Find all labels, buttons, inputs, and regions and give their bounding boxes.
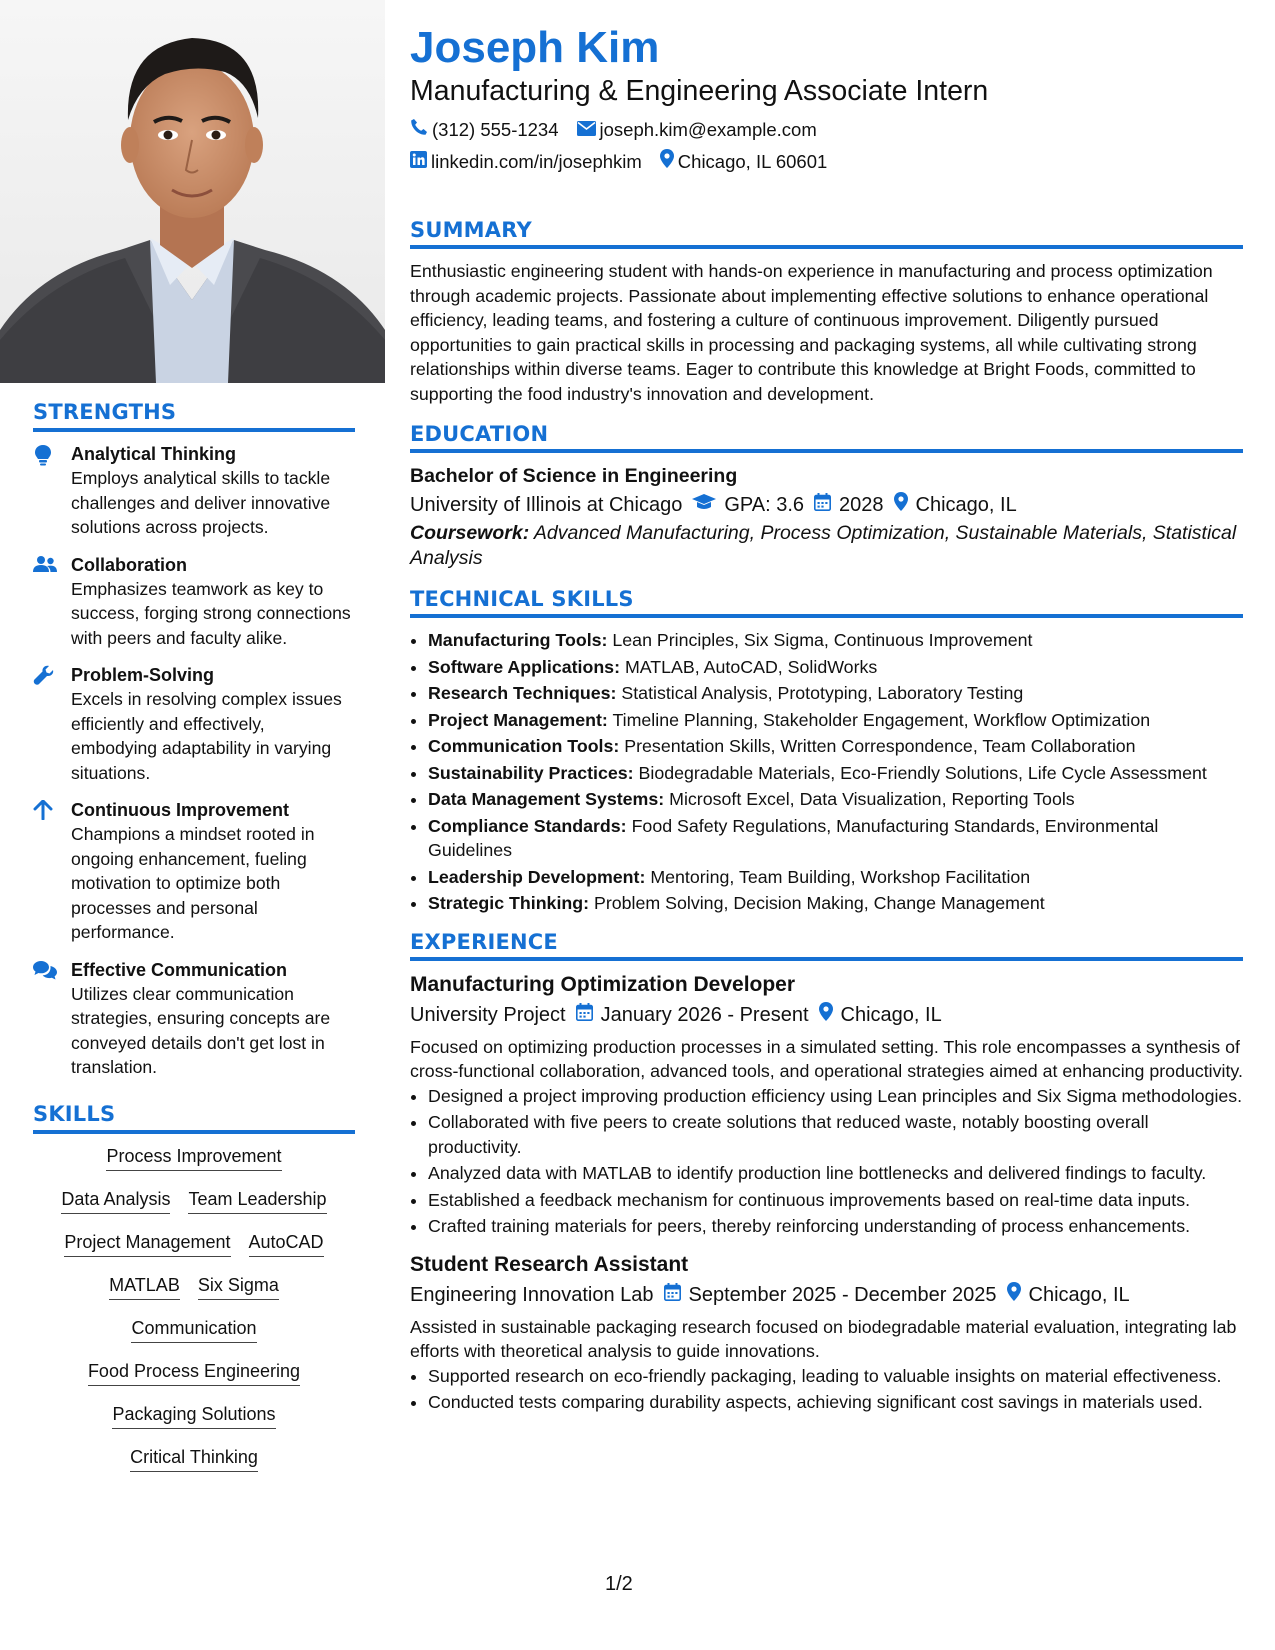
skill-tag: Packaging Solutions [112,1402,275,1429]
skill-values: Problem Solving, Decision Making, Change Management [593,893,1045,913]
education-location: Chicago, IL [915,494,1017,516]
strength-description: Emphasizes teamwork as key to success, forging strong connections with peers and faculty alike. [71,578,351,648]
coursework-text: Advanced Manufacturing, Process Optimization, Sustainable Materials, Statistical Analysis [410,522,1237,569]
map-pin-icon [894,489,908,521]
calendar-icon [814,489,831,521]
job-summary: Assisted in sustainable packaging research focused on biodegradable material evaluation, integrating lab efforts with theoretical analysis to guide innovations. [410,1316,1237,1361]
comments-icon [33,960,57,982]
skill-category: Strategic Thinking: [428,893,590,913]
list-item [428,708,1243,733]
skill-category: Compliance Standards: [428,815,627,836]
school-name: University of Illinois at Chicago [410,494,683,516]
strength-title: Effective Communication [71,959,288,980]
skill-tag: Data Analysis [61,1187,170,1214]
job-location: Chicago, IL [840,1003,942,1026]
summary-text: Enthusiastic engineering student with hands-on experience in manufacturing and process optimization through academic projects. Passionate about implementing effective solutions to enhance operational efficiency, leading teams, and fostering a culture of continuous improvement. Diligently pursued opportunities to gain practical skills in processing and packaging systems, all while cultivating strong relationships within diverse teams. Eager to contribute this knowledge at Bright Foods, committed to supporting the food industry's innovation and development. [410,261,1213,404]
calendar-icon [576,999,593,1031]
skill-tag: Six Sigma [198,1273,279,1300]
candidate-name: Joseph Kim [410,23,660,72]
job-meta [410,1279,1243,1311]
education-heading: EDUCATION [410,422,1243,453]
graduation-cap-icon [692,489,716,521]
job-meta [410,999,1243,1031]
list-item [428,628,1243,653]
job-title: Manufacturing Optimization Developer [410,972,796,996]
strength-description: Employs analytical skills to tackle challenges and deliver innovative solutions across projects. [71,468,331,537]
skill-values: Biodegradable Materials, Eco-Friendly Solutions, Life Cycle Assessment [638,762,1207,783]
summary-heading: SUMMARY [410,218,1243,249]
profile-photo-illustration [0,0,385,383]
list-item: • Crafted training materials for peers, thereby reinforcing understanding of process enhancements. [428,1214,1243,1239]
location-text: Chicago, IL 60601 [677,151,828,172]
envelope-icon [577,114,596,146]
wrench-icon [33,665,57,687]
job-bullets [410,1364,1243,1415]
linkedin-icon [410,146,427,178]
profile-photo [0,0,385,383]
list-item: • Designed a project improving production efficiency using Lean principles and Six Sigma methodologies. [428,1084,1243,1109]
skill-tag: MATLAB [109,1273,180,1300]
left-column [33,400,355,1488]
list-item: • Collaborated with five peers to create solutions that reduced waste, notably boosting overall productivity. [428,1110,1243,1159]
page-number: 1/2 [605,1573,633,1595]
map-pin-icon [819,999,833,1031]
list-item [428,681,1243,706]
skill-values: MATLAB, AutoCAD, SolidWorks [624,656,878,677]
skill-tag: Critical Thinking [130,1445,258,1472]
skill-values: Microsoft Excel, Data Visualization, Reporting Tools [669,789,1075,809]
skill-tag: AutoCAD [249,1230,324,1257]
skill-category: Sustainability Practices: [428,762,634,783]
strength-title: Problem-Solving [71,665,215,685]
job-summary: Focused on optimizing production processes in a simulated setting. This role encompasses a synthesis of cross-functional collaboration, advanced tools, and operational strategies aimed at enhancing productivity. [410,1036,1243,1081]
strength-title: Continuous Improvement [71,800,290,820]
skill-values: Lean Principles, Six Sigma, Continuous Improvement [612,630,1033,650]
strength-item [33,663,355,785]
skill-category: Research Techniques: [428,683,617,703]
users-icon [33,555,57,577]
skills-heading: SKILLS [33,1102,355,1134]
skill-values: Statistical Analysis, Prototyping, Laboratory Testing [621,683,1024,703]
skill-tag: Project Management [64,1230,230,1257]
list-item [428,761,1243,786]
gpa-text: GPA: 3.6 [724,494,805,516]
list-item: • Supported research on eco-friendly packaging, leading to valuable insights on material effectiveness. [428,1364,1243,1389]
coursework [410,521,1243,571]
skill-category: Communication Tools: [428,736,620,756]
skill-tag: Communication [131,1316,256,1343]
list-item [428,655,1243,680]
phone-text[interactable]: (312) 555-1234 [432,119,559,140]
job-title: Student Research Assistant [410,1252,689,1276]
right-column [410,22,1243,1417]
skill-values: Timeline Planning, Stakeholder Engagement, Workflow Optimization [612,709,1151,730]
skill-values: Food Safety Regulations, Manufacturing Standards, Environmental Guidelines [428,815,1159,860]
lightbulb-icon [33,444,57,466]
skill-tag: Food Process Engineering [88,1359,300,1386]
skill-category: Project Management: [428,709,608,730]
strength-description: Champions a mindset rooted in ongoing enhancement, fueling motivation to optimize both processes and personal performance. [71,824,315,942]
job-organization: Engineering Innovation Lab [410,1283,654,1306]
strength-item [33,798,355,945]
strength-item [33,958,355,1080]
strength-title: Analytical Thinking [71,444,237,464]
list-item [428,787,1243,812]
list-item [428,891,1243,916]
skill-category: Leadership Development: [428,866,646,887]
list-item: • Analyzed data with MATLAB to identify production line bottlenecks and delivered findings to faculty. [428,1161,1243,1186]
job-entry [410,971,1243,1239]
skill-category: Data Management Systems: [428,789,665,809]
strength-item [33,553,355,651]
experience-heading: EXPERIENCE [410,930,1243,961]
email-link[interactable]: joseph.kim@example.com [599,119,817,140]
map-pin-icon [660,146,674,178]
skill-tag: Team Leadership [188,1187,326,1214]
degree-title: Bachelor of Science in Engineering [410,465,738,487]
strength-title: Collaboration [71,554,187,575]
strengths-heading: STRENGTHS [33,400,355,432]
calendar-icon [664,1279,681,1311]
phone-icon [410,114,428,146]
technical-skills-heading: TECHNICAL SKILLS [410,587,1243,618]
strength-description: Utilizes clear communication strategies, ensuring concepts are conveyed details don't get lost in translation. [71,983,331,1077]
job-entry [410,1251,1243,1415]
candidate-title: Manufacturing & Engineering Associate Intern [410,75,989,107]
job-dates: September 2025 - December 2025 [688,1283,997,1306]
skill-values: Presentation Skills, Written Correspondence, Team Collaboration [624,736,1136,756]
job-organization: University Project [410,1003,566,1026]
list-item [428,865,1243,890]
list-item: • Established a feedback mechanism for continuous improvements based on real-time data inputs. [428,1188,1243,1213]
job-dates: January 2026 - Present [600,1003,809,1026]
list-item [428,734,1243,759]
skill-category: Manufacturing Tools: [428,630,608,650]
education-meta [410,489,1243,521]
coursework-label: Coursework: [410,522,530,544]
strength-item [33,442,355,540]
skill-tag: Process Improvement [106,1144,281,1171]
arrow-up-icon [33,800,57,822]
contact-row [410,146,1243,178]
skill-category: Software Applications: [428,656,620,677]
skills-list [33,1144,355,1472]
graduation-year: 2028 [839,494,884,516]
list-item [428,814,1243,863]
contact-row [410,114,1243,146]
job-bullets [410,1084,1243,1239]
skill-values: Mentoring, Team Building, Workshop Facilitation [650,866,1031,887]
strength-description: Excels in resolving complex issues efficiently and effectively, embodying adaptability in varying situations. [71,689,342,783]
job-location: Chicago, IL [1028,1283,1130,1306]
linkedin-link[interactable]: linkedin.com/in/josephkim [431,151,642,172]
map-pin-icon [1007,1279,1021,1311]
technical-skills-list [410,628,1243,916]
list-item: • Conducted tests comparing durability aspects, achieving significant cost savings in materials used. [428,1390,1243,1415]
